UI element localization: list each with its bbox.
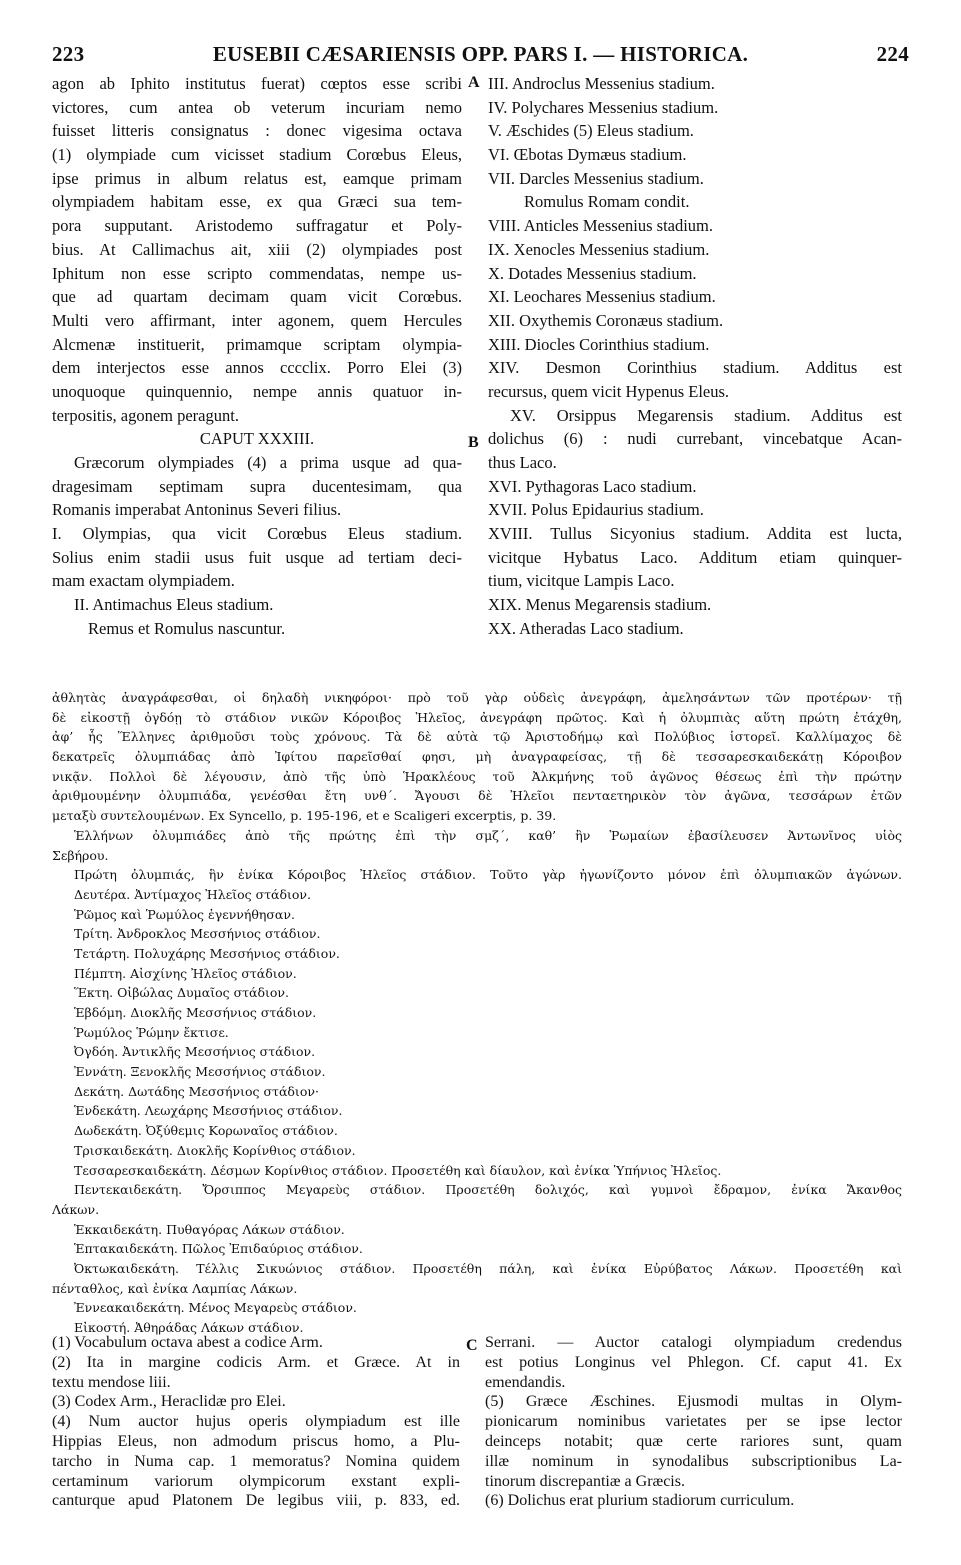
text-line: II. Antimachus Eleus stadium. (74, 595, 274, 615)
text-line: terpositis, agonem peragunt. (52, 405, 239, 425)
text-line: XX. Atheradas Laco stadium. (488, 618, 684, 638)
text-line: XV. Orsippus Megarensis stadium. Additus est (510, 405, 902, 425)
text-line: unoquoque quinquennio, nempe annis quatuor in- (52, 381, 462, 401)
footnote-line: textu mendose liii. (52, 1373, 171, 1391)
text-line: Τρισκαιδεκάτη. Διοκλῆς Κορίνθιος στάδιον. (74, 1142, 356, 1158)
text-line: πένταθλος, καὶ ἐνίκα Λαμπίας Λάκων. (52, 1280, 298, 1296)
footnote-line: illæ nominum in synodalibus subscriptionibus La- (485, 1452, 902, 1470)
text-line: XII. Oxythemis Coronæus stadium. (488, 310, 724, 330)
text-line: I. Olympias, qua vicit Corœbus Eleus stadium. (52, 524, 462, 544)
text-line: IV. Polychares Messenius stadium. (488, 97, 719, 117)
text-line: νικᾷν. Πολλοὶ δὲ λέγουσιν, ἀπὸ τῆς ὑπὸ Ἡρακλέους τοῦ Ἀλκμήνης τοῦ ἀγῶνος θέσεως ἐπὶ τὴν πρώτην (52, 768, 902, 784)
text-line: bius. At Callimachus ait, xiii (2) olympiades post (52, 239, 462, 259)
text-line: (1) olympiade cum vicisset stadium Corœbus Eleus, (52, 145, 462, 165)
footnote-line: est potius Longinus vel Phlegon. Cf. caput 41. Ex (485, 1353, 902, 1371)
footnote-line: deinceps notabit; quæ certe rariores sunt, quam (485, 1432, 902, 1450)
text-line: olympiadem habitam esse, ex qua Græci sua tem- (52, 192, 462, 212)
footnotes-right (485, 1333, 902, 1511)
page-number-left: 223 (52, 42, 85, 66)
text-line: ipse primus in album relatus est, eamque primam (52, 168, 462, 188)
text-line: recursus, quem vicit Hypenus Eleus. (488, 381, 730, 401)
footnote-line: canturque apud Platonem De legibus viii, p. 833, ed. (52, 1492, 460, 1510)
text-line: Ἐννάτη. Ξενοκλῆς Μεσσήνιος στάδιον. (74, 1064, 326, 1080)
chapter-heading: CAPUT XXXIII. (199, 429, 315, 449)
text-line: Ῥῶμος καὶ Ῥωμύλος ἐγεννήθησαν. (74, 906, 295, 922)
text-line: thus Laco. (488, 453, 557, 472)
text-line: Τετάρτη. Πολυχάρης Μεσσήνιος στάδιον. (74, 945, 340, 961)
text-line: Græcorum olympiades (4) a prima usque ad qua- (74, 453, 462, 472)
text-line: Ἐννεακαιδεκάτη. Μένος Μεγαρεὺς στάδιον. (74, 1300, 357, 1316)
text-line: vicitque Hybatus Laco. Additum etiam quinquer- (488, 547, 902, 567)
text-line: Solius enim stadii usus fuit usque ad tertiam deci- (52, 547, 462, 567)
text-line: mam exactam olympiadem. (52, 571, 235, 591)
text-line: ἀριθμουμένην ὀλυμπιάδα, γενέσθαι ἔτη υνθ´. Ἄγουσι δὲ Ἠλεῖοι πενταετηρικὸν τὸν ἀγῶνα, τεσσάρων ἐτῶν (52, 788, 902, 804)
latin-column-right (488, 72, 902, 641)
text-line: XI. Leochares Messenius stadium. (488, 287, 716, 307)
text-line: XVI. Pythagoras Laco stadium. (488, 476, 697, 496)
text-line: Iphitum non esse scripto commendatas, nempe us- (52, 263, 462, 283)
text-line: ἀθλητὰς ἀναγράφεσθαι, οἱ δηλαδὴ νικηφόροι· πρὸ τοῦ γὰρ οὐδεὶς ἀνεγράφη, ἀμελησάντων τῶν προτέρων· τῇ (52, 690, 902, 705)
text-line: Ἑλλήνων ὀλυμπιάδες ἀπὸ τῆς πρώτης ἐπὶ τὴν σμζ´, καθ’ ἣν Ῥωμαίων ἐβασίλευσεν Ἀντωνῖνος υἱὸς (74, 827, 902, 843)
text-line: Ῥωμύλος Ῥώμην ἔκτισε. (74, 1024, 229, 1040)
text-line: Ἑνδεκάτη. Λεωχάρης Μεσσήνιος στάδιον. (74, 1103, 343, 1119)
text-line: Πρώτη ὀλυμπιάς, ἣν ἐνίκα Κόροιβος Ἠλεῖος στάδιον. Τοῦτο γὰρ ἠγωνίζοντο μόνον ἐπὶ ὀλυμπιακῶν ἀγώνων. (74, 867, 902, 883)
text-line: que ad quartam decimam quam vicit Corœbus. (52, 287, 462, 307)
text-line: δεκατρεῖς ὀλυμπιάδας ἀπὸ Ἰφίτου παρεῖσθαί φησι, μὴ ἀναγραφείσας, τῇ δὲ τεσσαρεσκαιδεκάτῃ Κόροιβον (52, 749, 902, 765)
text-line: Ἑπτακαιδεκάτη. Πῶλος Ἐπιδαύριος στάδιον. (74, 1241, 363, 1257)
footnote-line: Serrani. — Auctor catalogi olympiadum credendus (485, 1334, 902, 1351)
footnote-line: pionicarum nominibus varietates per se ipse lector (485, 1413, 902, 1431)
text-line: Δεκάτη. Δωτάδης Μεσσήνιος στάδιον· (74, 1083, 319, 1099)
text-line: Ὀκτωκαιδεκάτη. Τέλλις Σικυώνιος στάδιον. Προσετέθη πάλη, καὶ ἐνίκα Εὐρύβατος Λάκων. Προσετέθη καὶ (74, 1260, 902, 1276)
margin-marker-b: B (468, 434, 479, 451)
text-line: XIV. Desmon Corinthius stadium. Additus est (488, 358, 902, 378)
footnotes-left (52, 1333, 460, 1511)
text-line: pora supputant. Aristodemo suffragatur et Poly- (52, 216, 462, 236)
text-line: Σεβήρου. (52, 847, 109, 863)
footnote-line: (3) Codex Arm., Heraclidæ pro Elei. (52, 1393, 286, 1411)
text-line: tium, vicitque Lampis Laco. (488, 571, 675, 591)
footnote-line: certaminum variorum olympicorum exstant expli- (52, 1472, 460, 1490)
text-line: Ἑκκαιδεκάτη. Πυθαγόρας Λάκων στάδιον. (74, 1221, 345, 1237)
text-line: IX. Xenocles Messenius stadium. (488, 239, 710, 259)
text-line: V. Æschides (5) Eleus stadium. (488, 121, 694, 141)
text-line: Remus et Romulus nascuntur. (88, 618, 286, 638)
text-line: Ὀγδόη. Ἀντικλῆς Μεσσήνιος στάδιον. (74, 1044, 316, 1060)
text-line: Romanis imperabat Antoninus Severi filius. (52, 500, 342, 520)
footnote-line: (5) Græce Æschines. Ejusmodi multas in Olym- (485, 1393, 902, 1411)
greek-text-block (52, 688, 902, 1338)
text-line: XIII. Diocles Corinthius stadium. (488, 334, 710, 354)
text-line: Λάκων. (52, 1201, 100, 1217)
text-line: VII. Darcles Messenius stadium. (488, 168, 704, 188)
text-line: XIX. Menus Megarensis stadium. (488, 595, 712, 615)
text-line: agon ab Iphito institutus fuerat) cœptos esse scribi (52, 74, 462, 93)
latin-column-left (52, 72, 462, 641)
text-line: Δωδεκάτη. Ὀξύθεμις Κορωναῖος στάδιον. (74, 1123, 338, 1139)
margin-marker-c: C (466, 1337, 478, 1354)
text-line: dragesimam septimam supra ducentesimam, qua (52, 476, 462, 496)
footnote-line: tinorum discrepantiæ a Græcis. (485, 1472, 685, 1490)
text-line: Τρίτη. Ἀνδροκλος Μεσσήνιος στάδιον. (74, 926, 321, 942)
text-line: Εἰκοστή. Ἀθηράδας Λάκων στάδιον. (74, 1320, 304, 1335)
footnote-line: tarcho in Numa cap. 1 memoratus? Nomina quidem (52, 1452, 460, 1470)
footnote-line: (2) Ita in margine codicis Arm. et Græce. At in (52, 1353, 460, 1371)
text-line: III. Androclus Messenius stadium. (488, 74, 715, 93)
text-line: victores, cum antea ob veterum incuriam nemo (52, 97, 462, 117)
text-line: dem interjectos esse annos cccclix. Porro Elei (3) (52, 358, 462, 378)
text-line: ἀφ’ ἧς Ἕλληνες ἀριθμοῦσι τοὺς χρόνους. Τὰ δὲ αὐτὰ τῷ Ἀριστοδήμῳ καὶ Πολύβιος ἱστορεῖ. Καλλίμαχος δὲ (52, 729, 902, 745)
text-line: fuisset litteris consignatus : donec vigesima octava (52, 121, 462, 141)
text-line: Alcmenæ instituerit, primamque scriptam olympia- (52, 334, 462, 354)
text-line: Romulus Romam condit. (524, 192, 690, 212)
text-line: Πέμπτη. Αἰσχίνης Ἠλεῖος στάδιον. (74, 965, 297, 981)
text-line: VI. Œbotas Dymæus stadium. (488, 145, 687, 165)
text-line: Πεντεκαιδεκάτη. Ὄρσιππος Μεγαρεὺς στάδιον. Προσετέθη δολιχός, καὶ γυμνοὶ ἔδραμον, ἐνίκα Ἄκανθος (74, 1182, 902, 1198)
text-line: dolichus (6) : nudi currebant, vincebatque Acan- (488, 429, 902, 449)
text-line: Multi vero affirmant, inter agonem, quem Hercules (52, 310, 462, 330)
text-line: X. Dotades Messenius stadium. (488, 263, 697, 283)
text-line: Δευτέρα. Ἀντίμαχος Ἠλεῖος στάδιον. (74, 886, 311, 902)
text-line: μεταξὺ συντελουμένων. Ex Syncello, p. 195-196, et e Scaligeri excerptis, p. 39. (52, 808, 557, 824)
text-line: XVII. Polus Epidaurius stadium. (488, 500, 704, 520)
running-header (52, 42, 909, 68)
footnote-line: (6) Dolichus erat plurium stadiorum curriculum. (485, 1492, 795, 1510)
text-line: Ἑβδόμη. Διοκλῆς Μεσσήνιος στάδιον. (74, 1005, 317, 1020)
margin-marker-a: A (468, 74, 480, 91)
text-line: XVIII. Tullus Sicyonius stadium. Addita est lucta, (488, 524, 902, 544)
text-line: δὲ εἰκοστῇ ὀγδόῃ τὸ στάδιον νικῶν Κόροιβος Ἠλεῖος, ἀνεγράφη πρῶτος. Καὶ ἡ ὀλυμπιὰς αὕτη πρώτη ἐτάχθη, (52, 709, 902, 725)
text-line: Ἕκτη. Οἰβώλας Δυμαῖος στάδιον. (74, 985, 290, 1001)
running-title: EUSEBII CÆSARIENSIS OPP. PARS I. — HISTORICA. (212, 42, 749, 66)
text-line: Τεσσαρεσκαιδεκάτη. Δέσμων Κορίνθιος στάδιον. Προσετέθη καὶ δίαυλον, καὶ ἐνίκα Ὑπήνιος Ἠλεῖος. (74, 1162, 722, 1178)
page-number-right: 224 (876, 42, 909, 66)
text-line: VIII. Anticles Messenius stadium. (488, 216, 714, 236)
footnote-line: emendandis. (485, 1373, 566, 1391)
footnote-line: Hippias Eleus, non admodum priscus homo, a Plu- (52, 1432, 460, 1450)
footnote-line: (1) Vocabulum octava abest a codice Arm. (52, 1334, 323, 1351)
footnote-line: (4) Num auctor hujus operis olympiadum est ille (52, 1413, 460, 1431)
